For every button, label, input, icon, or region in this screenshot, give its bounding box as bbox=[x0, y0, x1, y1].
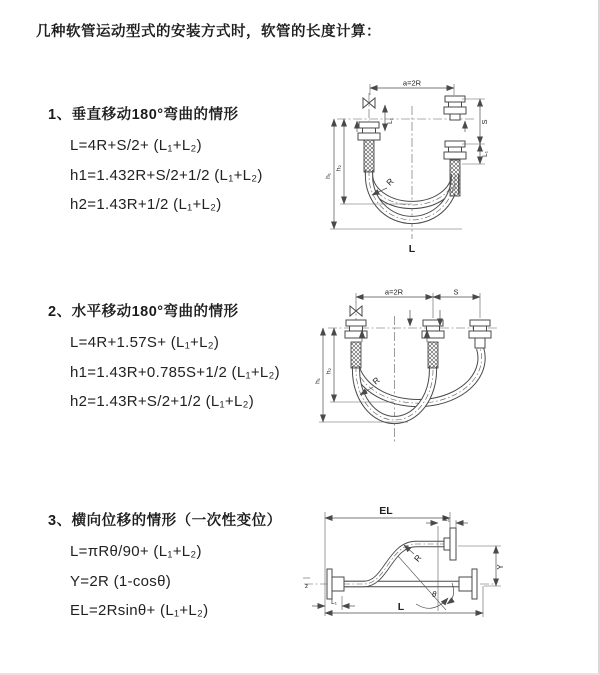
theta-label: θ bbox=[432, 590, 437, 599]
braided-hose-section bbox=[428, 342, 438, 368]
formula-line: L=πRθ/90+ (L₁+L₂) bbox=[70, 543, 202, 560]
section-2-formulas bbox=[70, 328, 280, 417]
hose-fitting-displaced bbox=[469, 320, 491, 348]
dim-label-h1: h₁ bbox=[314, 378, 322, 384]
formula-line: h1=1.432R+S/2+1/2 (L₁+L₂) bbox=[70, 166, 263, 184]
diagram-lateral-displacement bbox=[298, 498, 590, 646]
braided-hose-section bbox=[351, 342, 361, 368]
diagram-horizontal-180-bend bbox=[310, 286, 592, 456]
braided-hose-section bbox=[364, 140, 374, 172]
dim-label-s: S bbox=[453, 287, 459, 297]
section-3 bbox=[48, 509, 282, 626]
dim-label-l: L bbox=[397, 601, 405, 613]
dim-label-l1-top: L₁ bbox=[444, 516, 450, 523]
flange-left bbox=[327, 569, 344, 599]
dim-label-h2: h₂ bbox=[335, 164, 343, 172]
length-label: L bbox=[408, 243, 416, 255]
formula-line: h1=1.43R+0.785S+1/2 (L₁+L₂) bbox=[70, 363, 280, 381]
formula-line: h2=1.43R+S/2+1/2 (L₁+L₂) bbox=[70, 393, 255, 410]
section-2 bbox=[48, 300, 280, 417]
section-3-formulas bbox=[70, 537, 282, 626]
radius-label: R bbox=[411, 552, 424, 564]
dim-label-el: EL bbox=[379, 505, 393, 517]
flange-upper-right bbox=[444, 528, 456, 560]
formula-line: h2=1.43R+1/2 (L₁+L₂) bbox=[70, 196, 222, 213]
dim-label-l1-bottom: L₁ bbox=[331, 599, 337, 606]
dim-label-a2r: a=2R bbox=[384, 287, 404, 297]
formula-line: EL=2Rsinθ+ (L₁+L₂) bbox=[70, 602, 209, 619]
hose-fitting bbox=[444, 96, 466, 120]
formula-line: Y=2R (1-cosθ) bbox=[70, 572, 172, 590]
dim-label-h2: h₂ bbox=[325, 367, 333, 375]
dim-label-a2r: a=2R bbox=[402, 78, 422, 88]
dim-label-l1-right: L₁ bbox=[482, 151, 489, 157]
hose-fitting bbox=[345, 320, 367, 338]
dim-label-s: S bbox=[480, 119, 489, 125]
braided-hose-section bbox=[450, 160, 460, 196]
radius-label: R bbox=[370, 374, 382, 387]
dim-label-y: Y bbox=[496, 564, 505, 570]
formula-line: L=4R+1.57S+ (L₁+L₂) bbox=[70, 334, 220, 351]
radius-label: R bbox=[384, 176, 396, 188]
diagram-vertical-180-bend bbox=[312, 76, 594, 258]
section-3-heading: 3、横向位移的情形（一次性变位） bbox=[48, 513, 282, 529]
section-1-heading: 1、垂直移动180°弯曲的情形 bbox=[48, 107, 239, 123]
section-1-formulas bbox=[70, 131, 263, 220]
hose-fitting bbox=[422, 320, 444, 338]
svg-text:z: z bbox=[304, 583, 309, 590]
hose-s-curve bbox=[344, 544, 444, 584]
page-title: 几种软管运动型式的安装方式时，软管的长度计算： bbox=[36, 24, 381, 40]
hose-fitting bbox=[358, 122, 380, 140]
section-1 bbox=[48, 103, 263, 220]
dim-label-h1: h₁ bbox=[325, 173, 332, 179]
formula-line: L=4R+S/2+ (L₁+L₂) bbox=[70, 137, 202, 154]
section-2-heading: 2、水平移动180°弯曲的情形 bbox=[48, 304, 239, 320]
flange-lower-right bbox=[459, 569, 477, 599]
dim-label-l1-left: L₁ bbox=[387, 118, 394, 124]
